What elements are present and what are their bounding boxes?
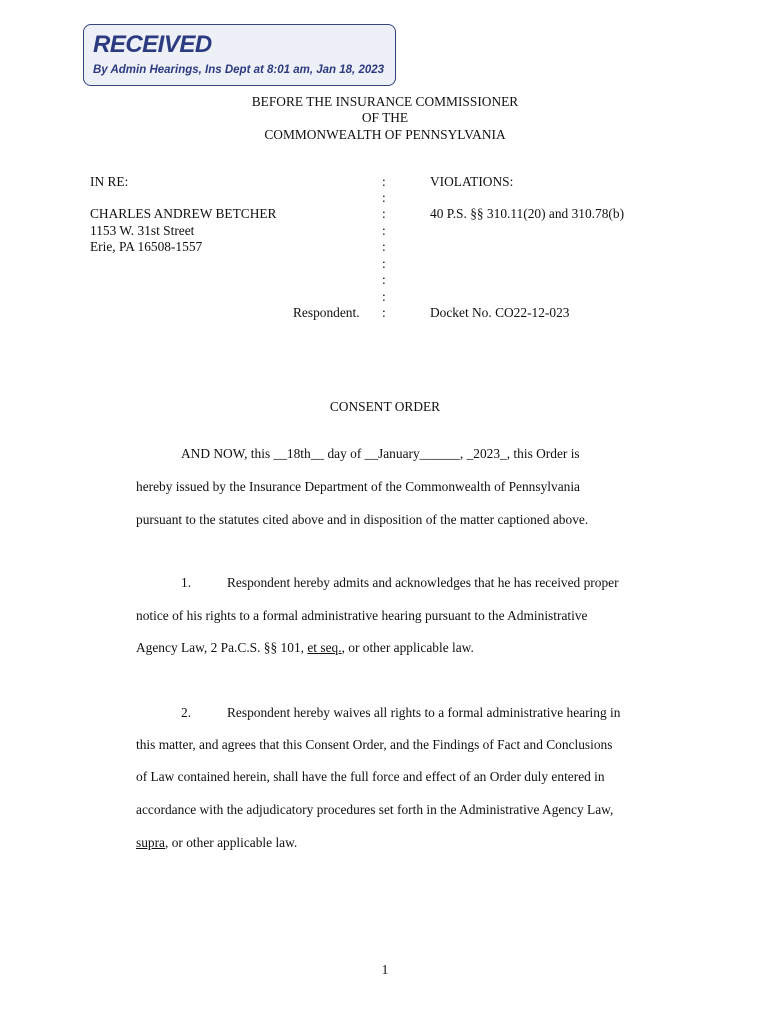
et-seq-citation: et seq. <box>307 640 342 655</box>
intro-prefix: AND NOW, this <box>181 446 274 461</box>
para-2-line-3: of Law contained herein, shall have the full force and effect of an Order duly entered in <box>136 769 605 784</box>
para-1-line-1: Respondent hereby admits and acknowledges that he has received proper <box>227 575 619 590</box>
caption-colon: : <box>382 256 386 271</box>
heading-line-2: OF THE <box>361 110 409 125</box>
para-1-number: 1. <box>181 575 192 590</box>
respondent-name: CHARLES ANDREW BETCHER <box>90 206 277 221</box>
para-2-line-2: this matter, and agrees that this Consent Order, and the Findings of Fact and Conclusions <box>136 737 613 752</box>
stamp-subtitle: By Admin Hearings, Ins Dept at 8:01 am, Jan 18, 2023 <box>93 64 385 76</box>
intro-line-3: pursuant to the statutes cited above and in disposition of the matter captioned above. <box>136 512 589 527</box>
respondent-street: 1153 W. 31st Street <box>90 223 195 238</box>
day-field: __18th__ <box>273 446 325 461</box>
caption-colon: : <box>382 239 386 254</box>
intro-line-2: hereby issued by the Insurance Department of the Commonwealth of Pennsylvania <box>136 479 581 494</box>
para-2-line-1: Respondent hereby waives all rights to a formal administrative hearing in <box>227 705 621 720</box>
docket-number: Docket No. CO22-12-023 <box>430 305 570 320</box>
para-2-line-4: accordance with the adjudicatory procedures set forth in the Administrative Agency Law, <box>136 802 614 817</box>
caption-colon: : <box>382 272 386 287</box>
para-1-line-3 <box>136 640 474 656</box>
in-re-label: IN RE: <box>90 174 129 189</box>
heading-line-3: COMMONWEALTH OF PENNSYLVANIA <box>264 127 506 142</box>
para-2-text: , or other applicable law. <box>165 835 298 850</box>
year-field: _2023_ <box>466 446 507 461</box>
intro-suffix: , this Order is <box>506 446 580 461</box>
para-1-text: , or other applicable law. <box>341 640 474 655</box>
caption-colon: : <box>382 174 386 189</box>
order-title: CONSENT ORDER <box>329 399 441 414</box>
supra-citation: supra <box>136 835 166 850</box>
violations-label: VIOLATIONS: <box>430 174 514 189</box>
respondent-label: Respondent. <box>293 305 360 320</box>
caption-colon: : <box>382 305 386 320</box>
received-stamp <box>83 24 396 86</box>
page-number: 1 <box>381 962 389 977</box>
heading-line-1: BEFORE THE INSURANCE COMMISSIONER <box>251 94 519 109</box>
intro-line-1 <box>181 446 580 462</box>
violations-statutes: 40 P.S. §§ 310.11(20) and 310.78(b) <box>430 206 625 221</box>
caption-colon: : <box>382 206 386 221</box>
para-2-number: 2. <box>181 705 192 720</box>
caption-colon: : <box>382 289 386 304</box>
caption-colon: : <box>382 223 386 238</box>
caption-colon: : <box>382 190 386 205</box>
month-field: __January______ <box>364 446 460 461</box>
intro-mid-1: day of <box>324 446 365 461</box>
respondent-city: Erie, PA 16508-1557 <box>90 239 203 254</box>
para-1-line-2: notice of his rights to a formal administrative hearing pursuant to the Administrative <box>136 608 588 623</box>
intro-mid-2: , <box>459 446 467 461</box>
stamp-title: RECEIVED <box>93 31 212 58</box>
para-1-text: Agency Law, 2 Pa.C.S. §§ 101, <box>136 640 308 655</box>
para-2-line-5 <box>136 835 297 851</box>
